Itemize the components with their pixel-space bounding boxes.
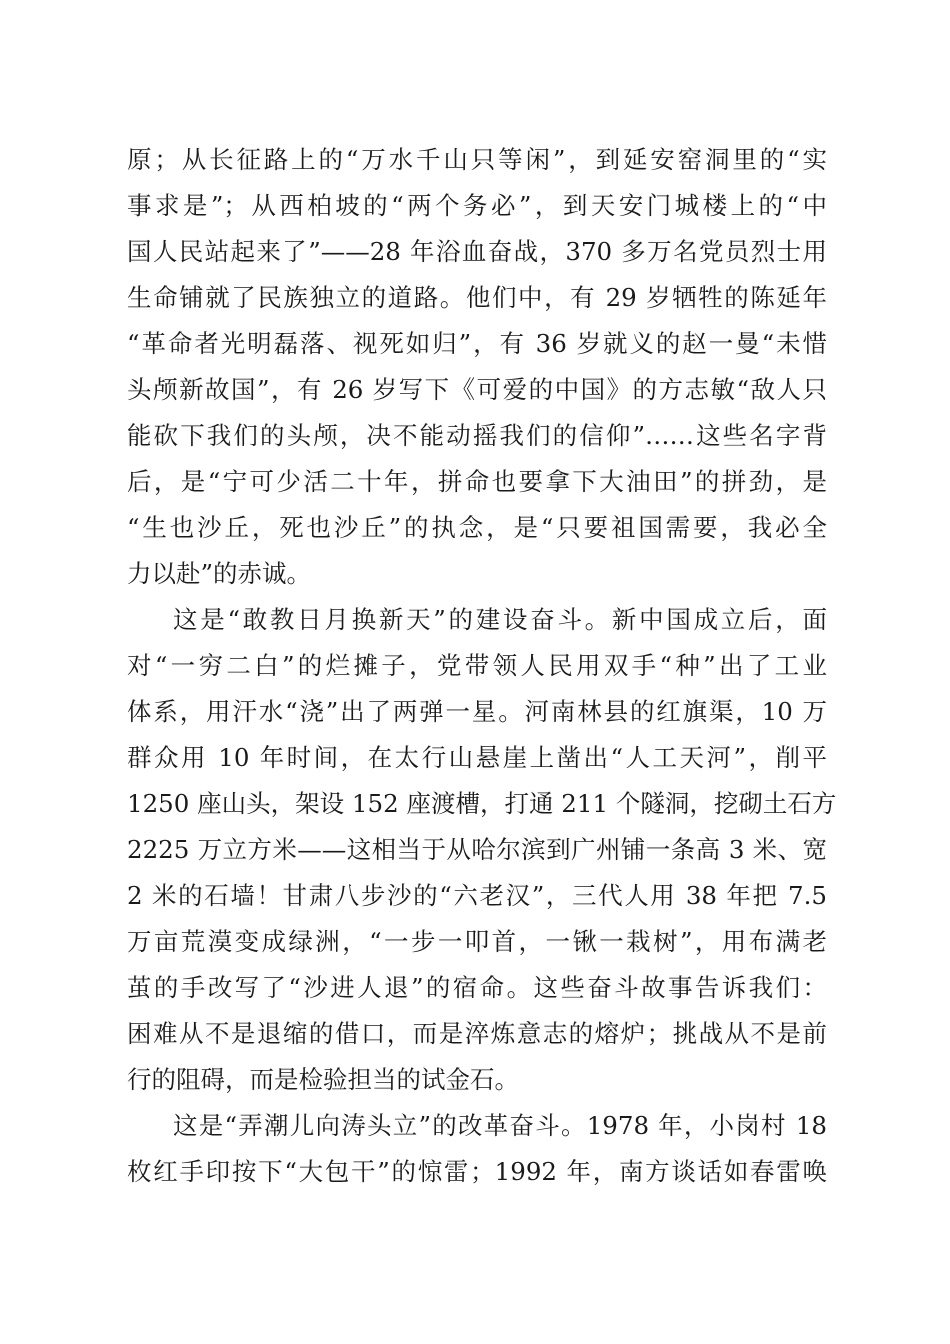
paragraph-1-line-4: 生命铺就了民族独立的道路。他们中，有 29 岁牺牲的陈延年 bbox=[127, 283, 827, 312]
paragraph-1-line-7: 能砍下我们的头颅，决不能动摇我们的信仰”……这些名字背 bbox=[127, 421, 827, 450]
paragraph-3-line-2: 枚红手印按下“大包干”的惊雷；1992 年，南方谈话如春雷唤 bbox=[127, 1157, 827, 1186]
paragraph-1-line-8: 后，是“宁可少活二十年，拼命也要拿下大油田”的拼劲，是 bbox=[127, 467, 827, 496]
paragraph-2-line-11: 行的阻碍，而是检验担当的试金石。 bbox=[127, 1065, 519, 1094]
paragraph-2-line-3: 体系，用汗水“浇”出了两弹一星。河南林县的红旗渠，10 万 bbox=[127, 697, 827, 726]
paragraph-2-line-9: 茧的手改写了“沙进人退”的宿命。这些奋斗故事告诉我们： bbox=[127, 973, 827, 1002]
paragraph-1-line-6: 头颅新故国”，有 26 岁写下《可爱的中国》的方志敏“敌人只 bbox=[127, 375, 827, 404]
paragraph-2-line-10: 困难从不是退缩的借口，而是淬炼意志的熔炉；挑战从不是前 bbox=[127, 1019, 827, 1048]
paragraph-1-line-10: 力以赴”的赤诚。 bbox=[127, 559, 312, 588]
paragraph-2-line-4: 群众用 10 年时间，在太行山悬崖上凿出“人工天河”，削平 bbox=[127, 743, 827, 772]
paragraph-2-line-7: 2 米的石墙！甘肃八步沙的“六老汉”，三代人用 38 年把 7.5 bbox=[127, 881, 827, 910]
paragraph-3-line-1: 这是“弄潮儿向涛头立”的改革奋斗。1978 年，小岗村 18 bbox=[173, 1111, 827, 1140]
paragraph-2-line-8: 万亩荒漠变成绿洲，“一步一叩首，一锹一栽树”，用布满老 bbox=[127, 927, 827, 956]
paragraph-2-line-1: 这是“敢教日月换新天”的建设奋斗。新中国成立后，面 bbox=[173, 605, 827, 634]
paragraph-2-line-5: 1250 座山头，架设 152 座渡槽，打通 211 个隧洞，挖砌土石方 bbox=[127, 789, 837, 818]
paragraph-2-line-2: 对“一穷二白”的烂摊子，党带领人民用双手“种”出了工业 bbox=[127, 651, 827, 680]
paragraph-1-line-1: 原；从长征路上的“万水千山只等闲”，到延安窑洞里的“实 bbox=[127, 145, 827, 174]
paragraph-1-line-5: “革命者光明磊落、视死如归”，有 36 岁就义的赵一曼“未惜 bbox=[127, 329, 827, 358]
paragraph-2-line-6: 2225 万立方米——这相当于从哈尔滨到广州铺一条高 3 米、宽 bbox=[127, 835, 827, 864]
paragraph-1-line-9: “生也沙丘，死也沙丘”的执念，是“只要祖国需要，我必全 bbox=[127, 513, 827, 542]
paragraph-1-line-2: 事求是”；从西柏坡的“两个务必”，到天安门城楼上的“中 bbox=[127, 191, 827, 220]
paragraph-1-line-3: 国人民站起来了”——28 年浴血奋战，370 多万名党员烈士用 bbox=[127, 237, 827, 266]
